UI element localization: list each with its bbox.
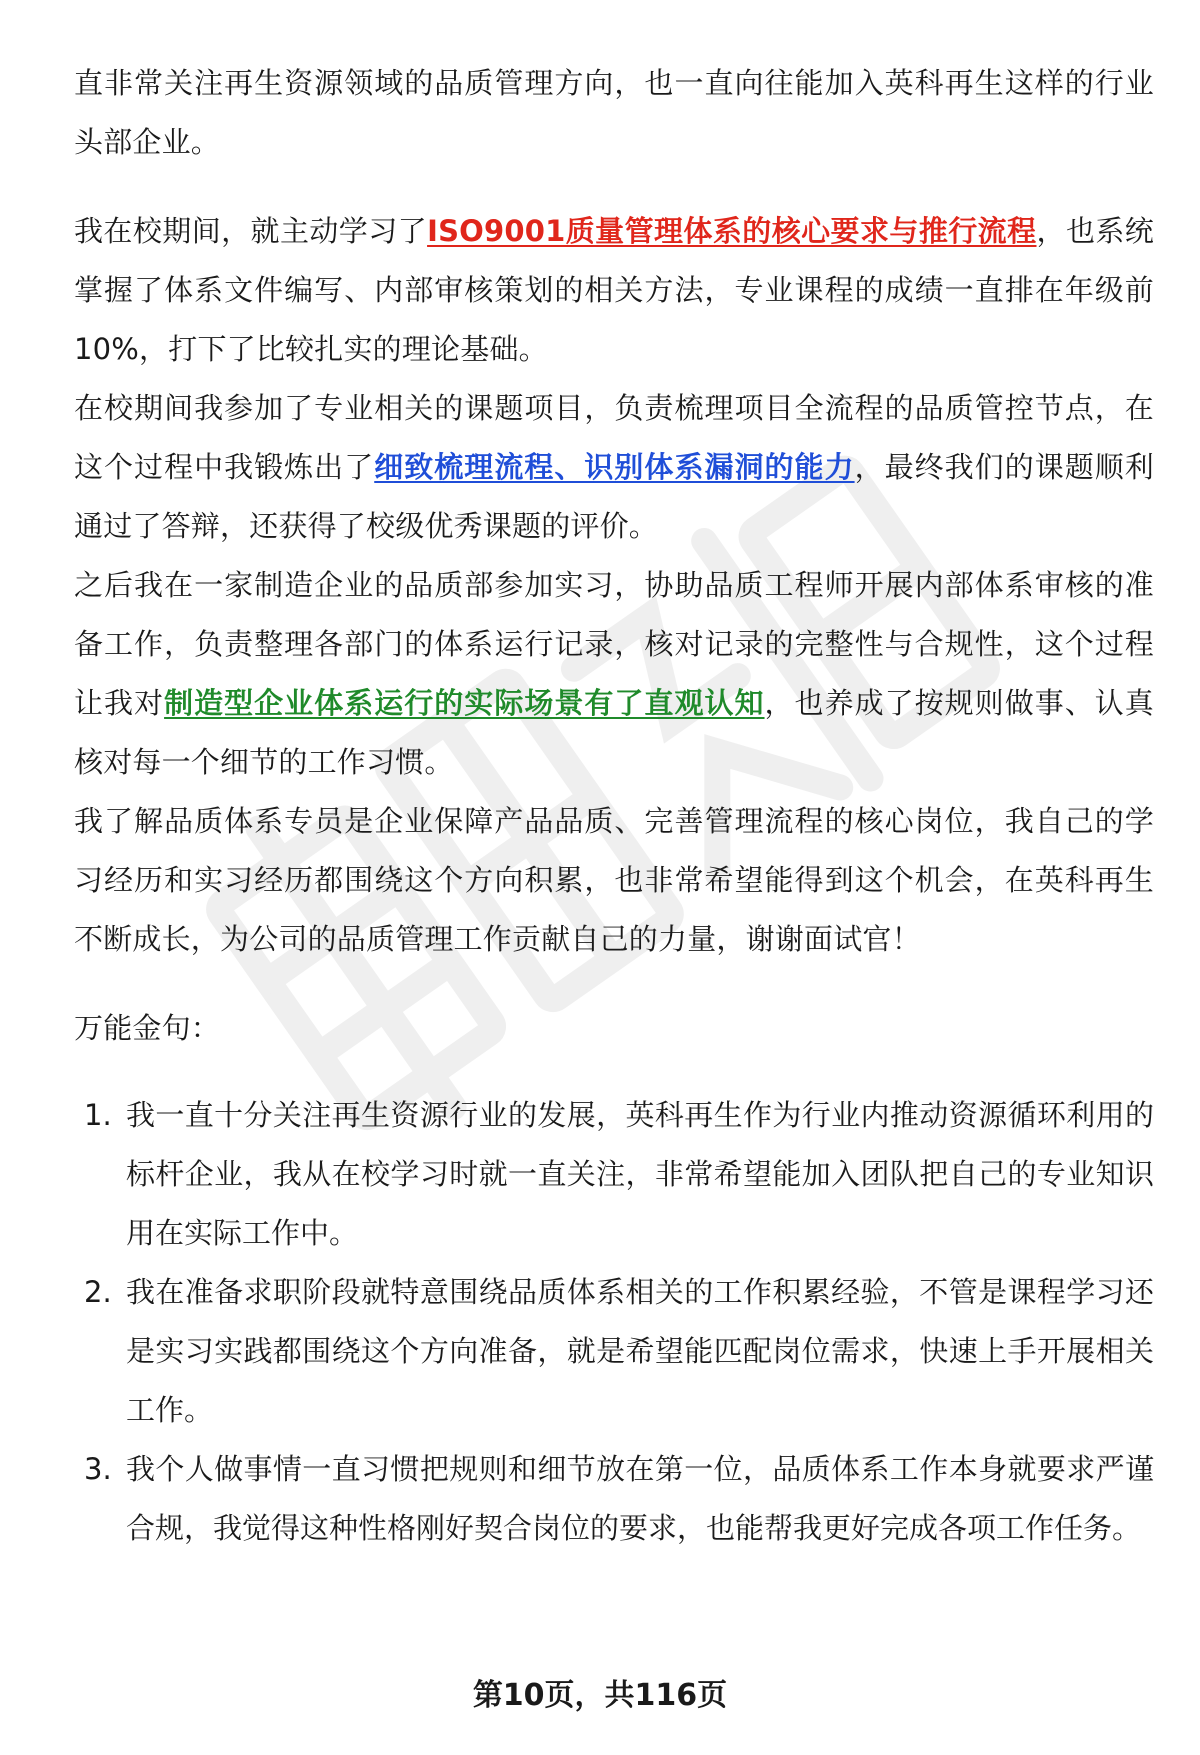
paragraph-internship: [74, 556, 1154, 792]
section-title: 万能金句：: [74, 1011, 221, 1045]
list-number: 2.: [84, 1275, 112, 1309]
paragraph-study: [74, 202, 1154, 379]
paragraph-intro-end: 直非常关注再生资源领域的品质管理方向，也一直向往能加入英科再生这样的行业头部企业。: [74, 66, 1154, 159]
list-item: [74, 1440, 1154, 1558]
list-item: [74, 1086, 1154, 1263]
list-item-text: 我一直十分关注再生资源行业的发展，英科再生作为行业内推动资源循环利用的标杆企业，我从在校学习时就一直关注，非常希望能加入团队把自己的专业知识用在实际工作中。: [126, 1098, 1154, 1250]
document-body: [74, 54, 1154, 1558]
paragraph-internship-before: 之后我在一家制造企业的品质部参加实习，协助品质工程师开展内部体系审核的准备工作，负责整理各部门的体系运行记录，核对记录的完整性与合规性，这个过程让我对: [74, 568, 1154, 720]
list-item: [74, 1263, 1154, 1440]
paragraph-study-before: 我在校期间，就主动学习了: [74, 214, 428, 248]
list-item-text: 我个人做事情一直习惯把规则和细节放在第一位，品质体系工作本身就要求严谨合规，我觉得这种性格刚好契合岗位的要求，也能帮我更好完成各项工作任务。: [126, 1452, 1154, 1545]
paragraph-study-after: ，也系统掌握了体系文件编写、内部审核策划的相关方法，专业课程的成绩一直排在年级前10%，打下了比较扎实的理论基础。: [74, 214, 1154, 366]
list-number: 1.: [84, 1098, 112, 1132]
paragraph-project: [74, 379, 1154, 556]
highlight-ability: 细致梳理流程、识别体系漏洞的能力: [374, 450, 855, 484]
highlight-practice: 制造型企业体系运行的实际场景有了直观认知: [164, 686, 765, 720]
golden-sentences-list: [74, 1086, 1154, 1558]
paragraph-project-before: 在校期间我参加了专业相关的课题项目，负责梳理项目全流程的品质管控节点，在这个过程中我锻炼出了: [74, 391, 1154, 484]
paragraph-internship-after: ，也养成了按规则做事、认真核对每一个细节的工作习惯。: [74, 686, 1154, 779]
paragraph-closing: 我了解品质体系专员是企业保障产品品质、完善管理流程的核心岗位，我自己的学习经历和实习经历都围绕这个方向积累，也非常希望能得到这个机会，在英科再生不断成长，为公司的品质管理工作贡献自己的力量，谢谢面试官！: [74, 804, 1154, 956]
page-footer: 第10页，共116页: [472, 1678, 728, 1713]
paragraph-project-after: ，最终我们的课题顺利通过了答辩，还获得了校级优秀课题的评价。: [74, 450, 1154, 543]
list-number: 3.: [84, 1452, 112, 1486]
highlight-iso9001: ISO9001质量管理体系的核心要求与推行流程: [427, 214, 1037, 248]
list-item-text: 我在准备求职阶段就特意围绕品质体系相关的工作积累经验，不管是课程学习还是实习实践都围绕这个方向准备，就是希望能匹配岗位需求，快速上手开展相关工作。: [126, 1275, 1154, 1427]
